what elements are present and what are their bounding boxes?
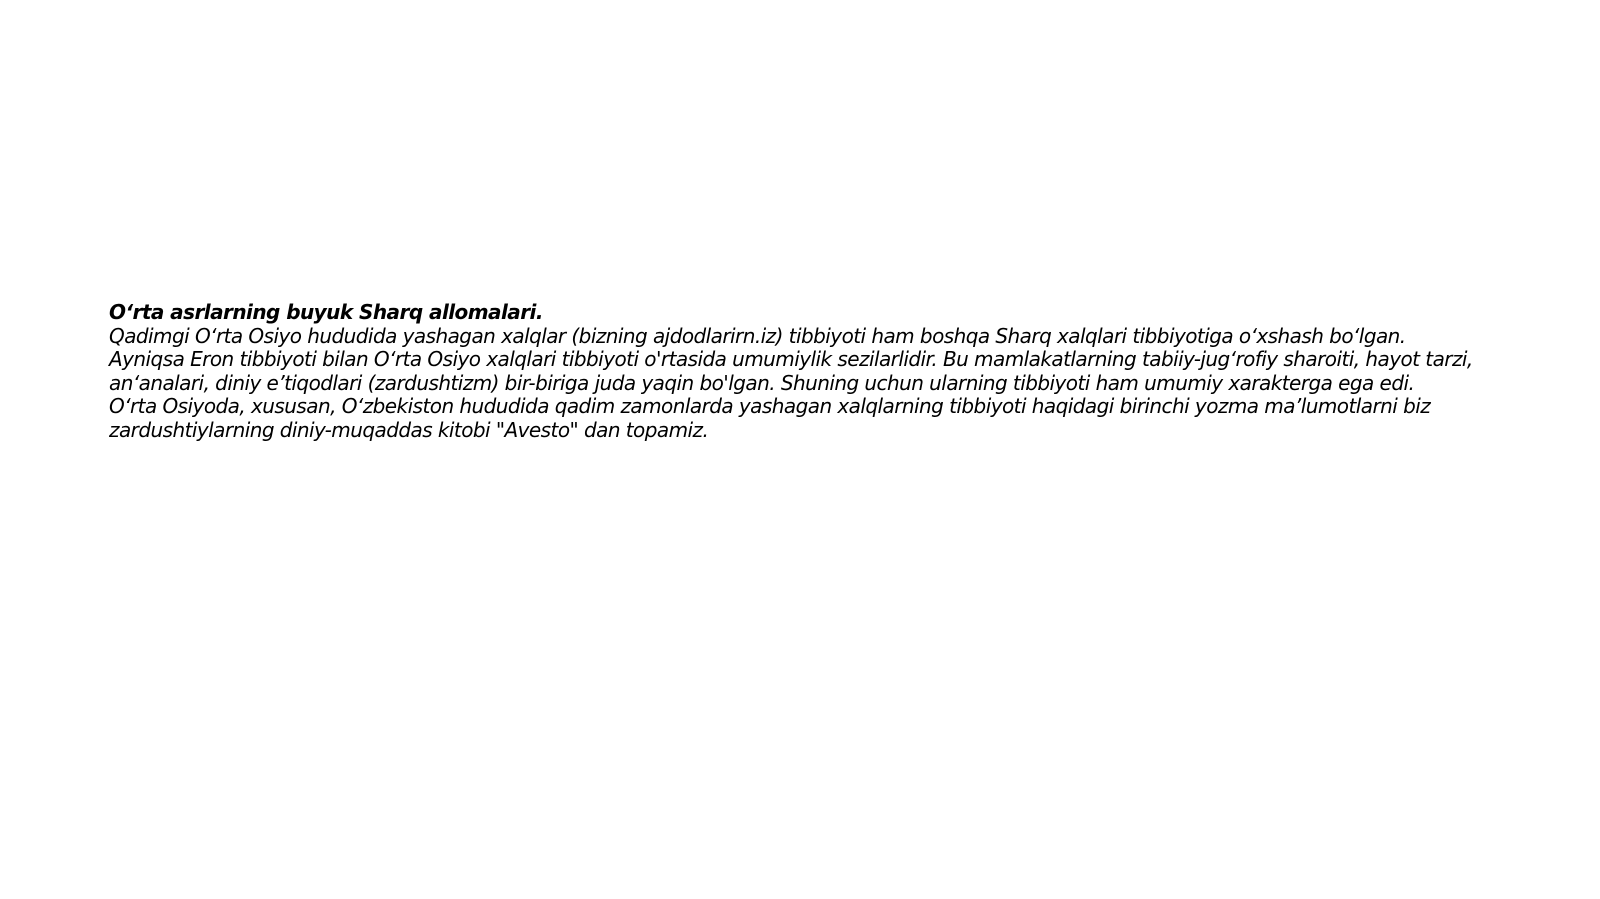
heading: O‘rta asrlarning buyuk Sharq allomalari. [109,300,543,324]
paragraph-intro: Qadimgi O‘rta Osiyo hududida yashagan xalqlar (bizning ajdodlarirn.iz) tibbiyoti ham boshqa Sharq xalqlari tibbiyotiga o‘xshash bo‘lgan. [109,323,1406,348]
paragraph-avesto: O‘rta Osiyoda, xususan, O‘zbekiston hududida qadim zamonlarda yashagan xalqlarning tibbiyoti haqidagi birinchi yozma ma’lumotlarni biz zardushtiylarning diniy-muqaddas kitobi "Avesto" dan topamiz. [109,394,1431,442]
paragraph-iran-medicine: Ayniqsa Eron tibbiyoti bilan O‘rta Osiyo xalqlari tibbiyoti o'rtasida umumiylik sezilarlidir. Bu mamlakatlarning tabiiy-jug‘rofiy sharoiti, hayot tarzi, an‘analari, diniy e’tiqodlari (zardushtizm) bir-biriga juda yaqin bo'lgan. Shuning uchun ularning tibbiyoti ham umumiy xarakterga ega edi. [109,347,1473,395]
text-block [109,301,1481,442]
